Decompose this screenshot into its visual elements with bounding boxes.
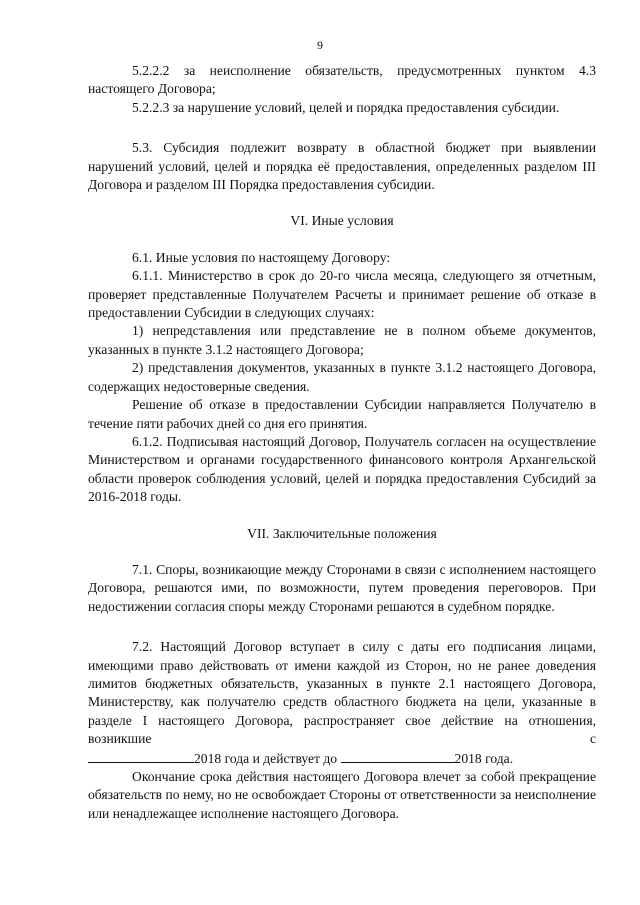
paragraph-7-1: 7.1. Споры, возникающие между Сторонами в связи с исполнением настоящего Договора, решаются ими, по возможности, путем проведения переговоров. При недостижении согласия споры между Сторонами решаются в судебном порядке.: [88, 561, 596, 614]
paragraph-decision: Решение об отказе в предоставлении Субсидии направляется Получателю в течение пяти рабочих дней со дня его принятия.: [88, 397, 596, 431]
date-from-text: 2018 года и действует до: [194, 750, 338, 766]
paragraph-6-1-1: 6.1.1. Министерство в срок до 20-го числа месяца, следующего зя отчетным, проверяет представленные Получателем Расчеты и принимает решение об отказе в предоставлении Субсидии в следующих случаях:: [88, 268, 596, 321]
paragraph-case-2: 2) представления документов, указанных в пункте 3.1.2 настоящего Договора, содержащих недостоверные сведения.: [88, 360, 596, 394]
paragraph-end: Окончание срока действия настоящего Договора влечет за собой прекращение обязательств по нему, но не освобождает Стороны от ответственности за неисполнение или ненадлежащее исполнение настоящего Договора.: [88, 769, 596, 821]
paragraph-7-2: 7.2. Настоящий Договор вступает в силу с даты его подписания лицами, имеющими право действовать от имени каждой из Сторон, но не ранее доведения лимитов бюджетных обязательств, указанных в пункте 2.1 настоящего Договора, Министерству, как получателю средств областного бюджета на цели, указанные в разделе I настоящего Договора, распространяет свое действие на отношения, возникшие с: [88, 639, 596, 747]
paragraph-5-2-2-2: 5.2.2.2 за неисполнение обязательств, предусмотренных пунктом 4.3 настоящего Договора;: [88, 63, 596, 97]
date-blank-to: [341, 749, 455, 763]
section-7-heading: VII. Заключительные положения: [247, 525, 437, 541]
date-blank-from: [88, 749, 194, 763]
paragraph-5-2-2-3: 5.2.2.3 за нарушение условий, целей и порядка предоставления субсидии.: [132, 99, 560, 115]
date-to-text: 2018 года.: [454, 750, 514, 766]
paragraph-case-1: 1) непредставления или представление не в полном объеме документов, указанных в пункте 3.1.2 настоящего Договора;: [88, 323, 596, 357]
page-number: 9: [317, 38, 323, 52]
document-body: [88, 62, 596, 823]
section-6-heading: VI. Иные условия: [290, 213, 394, 229]
paragraph-5-3: 5.3. Субсидия подлежит возврату в областной бюджет при выявлении нарушений условий, целей и порядка её предоставления, определенных разделом III Договора и разделом III Порядка предоставления субсидии.: [88, 140, 596, 193]
paragraph-7-2-dates: [88, 749, 596, 768]
paragraph-6-1: 6.1. Иные условия по настоящему Договору:: [132, 249, 391, 265]
paragraph-6-1-2: 6.1.2. Подписывая настоящий Договор, Получатель согласен на осуществление Министерством и органами государственного финансового контроля Архангельской области проверок соблюдения условий, целей и порядка предоставления Субсидий за 2016-2018 годы.: [88, 433, 596, 505]
